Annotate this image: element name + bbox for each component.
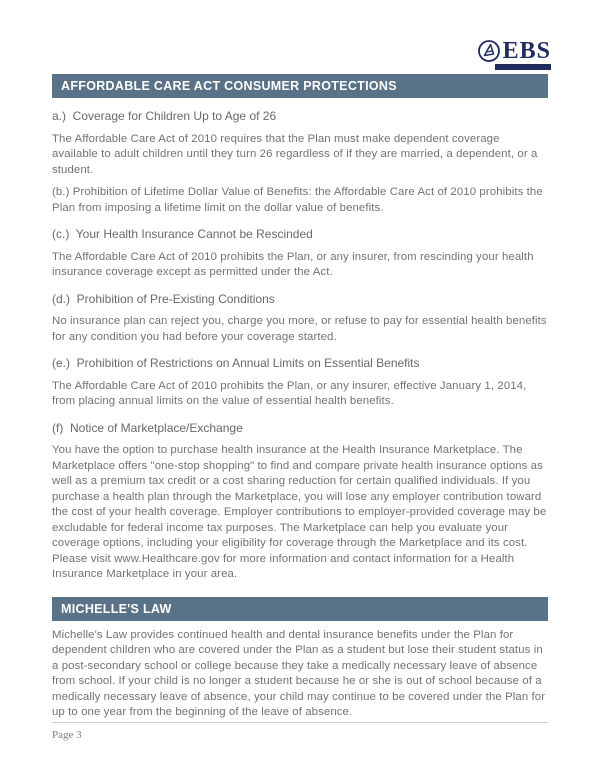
- subheading-f: (f) Notice of Marketplace/Exchange: [52, 420, 243, 435]
- document-body: [52, 74, 548, 721]
- ebs-circle-a-icon: [477, 39, 501, 63]
- subheading-a: a.) Coverage for Children Up to Age of 26: [52, 109, 277, 123]
- paragraph-a: The Affordable Care Act of 2010 requires that the Plan must make dependent coverage available to adult children until they turn 26 regardless of if they are married, a dependent, or a student.: [52, 132, 538, 176]
- paragraph-b: (b.) Prohibition of Lifetime Dollar Value of Benefits: the Affordable Care Act of 2010 prohibits the Plan from imposing a lifetime limit on the dollar value of benefits.: [52, 186, 543, 214]
- section-header-michelles-law: MICHELLE'S LAW: [52, 597, 548, 621]
- logo-row: [477, 39, 551, 63]
- paragraph-f-marketplace: You have the option to purchase health insurance at the Health Insurance Marketplace. The Marketplace offers "one-stop shopping" to find and compare private health insurance options as well as a premium tax credit or a cost sharing reduction for certain qualified individuals. If you purchase a health plan through the Marketplace, you will lose any employer contribution toward the cost of your health coverage. Employer contributions to employer-provided coverage may be excludable for federal income tax purposes. The Marketplace can help you evaluate your coverage options, including your eligibility for coverage through the Marketplace and its cost. Please visit www.Healthcare.gov for more information and contact information for a Health Insurance Marketplace in your area.: [52, 444, 547, 580]
- subheading-e: (e.) Prohibition of Restrictions on Annual Limits on Essential Benefits: [52, 356, 420, 370]
- paragraph-michelles-law: Michelle's Law provides continued health and dental insurance benefits under the Plan for dependent children who are covered under the Plan as a student but lose their student status in a post-secondary school or college because they take a medically necessary leave of absence from school. If your child is no longer a student because he or she is out of school because of a medically necessary leave of absence, your child may continue to be covered under the Plan for up to one year from the beginning of the leave of absence.: [52, 628, 546, 718]
- logo-tagline-bar: [495, 64, 551, 70]
- subheading-c: (c.) Your Health Insurance Cannot be Rescinded: [52, 227, 313, 241]
- paragraph-d: No insurance plan can reject you, charge you more, or refuse to pay for essential health benefits for any condition you had before your coverage started.: [52, 315, 547, 343]
- paragraph-e: The Affordable Care Act of 2010 prohibits the Plan, or any insurer, effective January 1, 2014, from placing annual limits on the value of essential health benefits.: [52, 379, 527, 407]
- paragraph-c: The Affordable Care Act of 2010 prohibits the Plan, or any insurer, from rescinding your health insurance coverage except as permitted under the Act.: [52, 250, 534, 278]
- section-header-aca: AFFORDABLE CARE ACT CONSUMER PROTECTIONS: [52, 74, 548, 98]
- page-footer: [52, 722, 548, 741]
- subheading-d: (d.) Prohibition of Pre-Existing Conditions: [52, 291, 275, 306]
- page-number: Page 3: [52, 729, 82, 741]
- ebs-logo: [477, 39, 551, 70]
- logo-text: EBS: [502, 38, 551, 64]
